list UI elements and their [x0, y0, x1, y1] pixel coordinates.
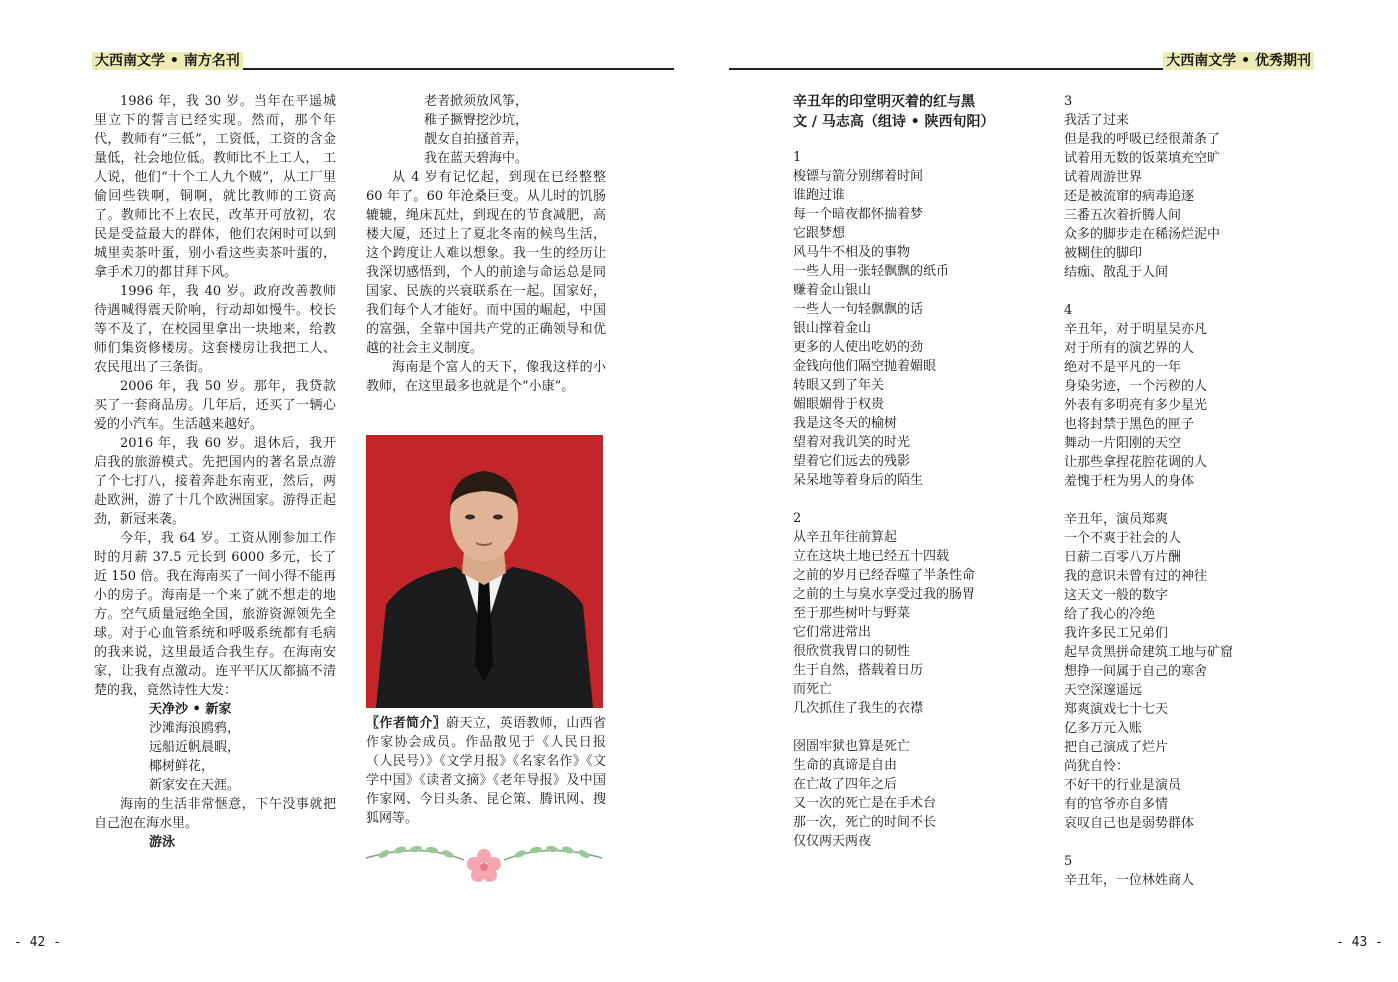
paragraph: 今年，我 64 岁。工资从刚参加工作时的月薪 37.5 元长到 6000 多元，长了近 150 倍。我在海南买了一间小得不能再小的房子。海南是一个来了就不想走的地方。空气质量冠绝全国，旅游资源领先全球。对于心血管系统和呼吸系统都有毛病的我来说，这里最适合我生存。在海南安家，让我有点激动。连平平仄仄都搞不清楚的我，竟然诗性大发：	[94, 531, 336, 698]
poem-line: 一些人一句轻飘飘的话	[793, 302, 924, 317]
bio-text: 蔚天立，英语教师，山西省作家协会成员。作品散见于《人民日报（人民号）》《文学月报》《名家名作》《文学中国》《读者文摘》《老年导报》及中国作家网、今日头条、昆仑策、腾讯网、搜狐网等。	[366, 716, 606, 826]
poem-line: 身染劣迹，一个污秽的人	[1064, 379, 1208, 394]
poem-title: 辛丑年的印堂明灭着的红与黑	[793, 94, 975, 110]
poem-section-1	[793, 148, 1053, 851]
poem-line: 把自己演成了烂片	[1064, 740, 1169, 755]
poem-line: 我活了过来	[1064, 113, 1130, 128]
poem-line: 转眼又到了年关	[793, 378, 885, 393]
poem-line: 立在这块土地已经五十四载	[793, 549, 950, 564]
left-header-label: 大西南文学 • 南方名刊	[92, 52, 243, 70]
poem-line: 辛丑年，一位林姓商人	[1064, 873, 1195, 888]
poem-line: 每一个暗夜都怀揣着梦	[793, 207, 924, 222]
poem-line: 被糊住的脚印	[1064, 246, 1143, 261]
right-header-rule	[729, 52, 1314, 70]
poem-line: 囹圄牢狱也算是死亡	[793, 739, 911, 754]
poem-line: 这天文一般的数字	[1064, 588, 1169, 603]
stanza-gap	[1064, 833, 1334, 852]
poem-line: 不好干的行业是演员	[1064, 778, 1182, 793]
section-number: 2	[793, 511, 802, 526]
poem-line: 稚子撅臀挖沙坑，	[424, 113, 529, 128]
page-gutter	[690, 0, 699, 982]
author-portrait-image	[366, 435, 603, 708]
paragraph: 2016 年，我 60 岁。退休后，我开启我的旅游模式。先把国内的著名景点游了个七打八，接着奔赴东南亚，然后，两赴欧洲，游了十几个欧洲国家。游得正起劲，新冠来袭。	[94, 436, 336, 527]
poem-line: 想挣一间属于自己的寒舍	[1064, 664, 1208, 679]
right-page	[699, 0, 1398, 982]
right-column-2	[1064, 92, 1334, 890]
poem-line: 至于那些树叶与野菜	[793, 606, 911, 621]
poem-title: 游泳	[149, 835, 176, 850]
stanza-gap	[793, 718, 1053, 737]
poem-line: 尚犹自怜：	[1064, 759, 1130, 774]
poem-line: 外表有多明亮有多少星光	[1064, 398, 1208, 413]
poem-line: 郑爽演戏七十七天	[1064, 702, 1169, 717]
floral-ornament	[360, 834, 608, 888]
poem-line: 之前的岁月已经吞噬了半条性命	[793, 568, 976, 583]
section-number: 3	[1064, 94, 1073, 109]
poem-line: 远船近帆晨暇，	[149, 740, 241, 755]
poem-line: 生命的真谛是自由	[793, 758, 898, 773]
poem-line: 舞动一片阳刚的天空	[1064, 436, 1182, 451]
author-bio	[366, 714, 606, 828]
poem-line: 让那些拿捏花腔花调的人	[1064, 455, 1208, 470]
poem-line: 之前的土与臭水享受过我的肠胃	[793, 587, 976, 602]
poem-title: 天净沙 • 新家	[149, 702, 232, 717]
poem-line: 结痂、散乱于人间	[1064, 265, 1169, 280]
poem-line: 一个不爽于社会的人	[1064, 531, 1182, 546]
poem-line: 羞愧于枉为男人的身体	[1064, 474, 1195, 489]
poem-byline: 文 / 马志高（组诗 • 陕西旬阳）	[793, 114, 995, 130]
paragraph: 海南的生活非常惬意，下午没事就把自己泡在海水里。	[94, 797, 336, 831]
stanza-gap	[1064, 282, 1334, 301]
poem-line: 日薪二百零八万片酬	[1064, 550, 1182, 565]
poem-line: 一些人用一张轻飘飘的纸币	[793, 264, 950, 279]
poem-line: 望着它们远去的残影	[793, 454, 911, 469]
poem-line: 在亡故了四年之后	[793, 777, 898, 792]
bio-label: 〖作者简介〗	[366, 716, 447, 731]
poem-line: 我许多民工兄弟们	[1064, 626, 1169, 641]
left-column-2	[366, 92, 606, 396]
poem-line: 哀叹自己也是弱势群体	[1064, 816, 1195, 831]
poem-line: 也将封禁于黑色的匣子	[1064, 417, 1195, 432]
poem-line: 我是这冬天的榆树	[793, 416, 898, 431]
left-header-rule	[92, 52, 674, 70]
poem-line: 椰树鲜花，	[149, 759, 215, 774]
poem-line: 对于所有的演艺界的人	[1064, 341, 1195, 356]
poem-line: 辛丑年，对于明星吴亦凡	[1064, 322, 1208, 337]
poem-line: 三番五次着折腾人间	[1064, 208, 1182, 223]
poem-line: 望着对我讥笑的时光	[793, 435, 911, 450]
paragraph: 从 4 岁有记忆起，到现在已经整整 60 年了。60 年沧桑巨变。从儿时的饥肠辘辘，绳床瓦灶，到现在的节食减肥，高楼大厦，还过上了夏北冬南的候鸟生活，这个跨度让人难以想象。我一生的经历让我深切感悟到，个人的前途与命运总是同国家、民族的兴衰联系在一起。国家好，我们每个人才能好。而中国的崛起，中国的富强，全靠中国共产党的正确领导和优越的社会主义制度。	[366, 170, 606, 356]
poem-line: 而死亡	[793, 682, 833, 697]
poem-line: 生于自然，搭载着日历	[793, 663, 924, 678]
poem-line: 起早贪黑拼命建筑工地与矿窟	[1064, 645, 1234, 660]
poem-line: 从辛丑年往前算起	[793, 530, 898, 545]
floral-divider-icon	[360, 834, 608, 888]
page-number: - 42 -	[14, 935, 61, 950]
poem-line: 梭镖与箭分别绑着时间	[793, 169, 924, 184]
poem-line: 风马牛不相及的事物	[793, 245, 911, 260]
poem-line: 它们常进常出	[793, 625, 872, 640]
stanza-gap	[793, 490, 1053, 509]
paragraph: 1986 年，我 30 岁。当年在平遥城里立下的誓言已经实现。然而，那个年代，教师有“三低”，工资低，工资的含金量低，社会地位低。教师比不上工人， 工人说，他们“十个工人九个贼”，从工厂里偷回些铁啊，铜啊，就比教师的工资高了。教师比不上农民，改革开可放初，农民是受益最大的群体，他们农闲时可以到城里卖茶叶蛋，别小看这些卖茶叶蛋的，拿手术刀的都甘拜下风。	[94, 94, 336, 280]
poem-section-3	[1064, 92, 1334, 890]
poem-line: 媚眼媚骨于权贵	[793, 397, 885, 412]
poem-line: 天空深邃遥远	[1064, 683, 1143, 698]
poem-line: 绝对不是平凡的一年	[1064, 360, 1182, 375]
poem-line: 又一次的死亡是在手术台	[793, 796, 937, 811]
poem-line: 试着周游世界	[1064, 170, 1143, 185]
poem-line: 辛丑年，演员郑爽	[1064, 512, 1169, 527]
poem-line: 金钱向他们隔空抛着媚眼	[793, 359, 937, 374]
poem-line: 仅仅两天两夜	[793, 834, 872, 849]
poem-line: 新家安在天涯。	[149, 778, 241, 793]
poem-line: 还是被流窜的病毒追逐	[1064, 189, 1195, 204]
author-photo	[366, 435, 603, 708]
stanza-gap	[1064, 491, 1334, 510]
poem-line: 更多的人使出吃奶的劲	[793, 340, 924, 355]
poem-line: 众多的脚步走在稀汤烂泥中	[1064, 227, 1221, 242]
paragraph: 1996 年，我 40 岁。政府改善教师待遇喊得震天阶响，行动却如慢牛。校长等不及了，在校园里拿出一块地来，给教师们集资修楼房。这套楼房让我把工人、农民甩出了三条街。	[94, 284, 336, 375]
section-number: 1	[793, 150, 802, 165]
section-number: 5	[1064, 854, 1073, 869]
poem-line: 银山撑着金山	[793, 321, 872, 336]
poem-line: 但是我的呼吸已经很萧条了	[1064, 132, 1221, 147]
poem-line: 那一次，死亡的时间不长	[793, 815, 937, 830]
paragraph: 2006 年，我 50 岁。那年，我贷款买了一套商品房。几年后，还买了一辆心爱的小汽车。生活越来越好。	[94, 379, 336, 432]
poem-line: 谁跑过谁	[793, 188, 846, 203]
poem-line: 几次抓住了我生的衣襟	[793, 701, 924, 716]
poem-line: 靓女自拍搔首弄，	[424, 132, 529, 147]
poem-line: 给了我心的冷绝	[1064, 607, 1156, 622]
right-header-label: 大西南文学 • 优秀期刊	[1163, 52, 1314, 70]
poem-line: 沙滩海浪鸥鸦，	[149, 721, 241, 736]
poem-line: 老者掀须放风筝，	[424, 94, 529, 109]
page-number: - 43 -	[1336, 935, 1383, 950]
poem-line: 有的官爷亦自多情	[1064, 797, 1169, 812]
poem-line: 试着用无数的饭菜填充空旷	[1064, 151, 1221, 166]
poem-line: 亿多万元入账	[1064, 721, 1143, 736]
left-page	[0, 0, 690, 982]
poem-line: 很欣赏我胃口的韧性	[793, 644, 911, 659]
paragraph: 海南是个富人的天下，像我这样的小教师，在这里最多也就是个“小康”。	[366, 360, 606, 394]
left-column-1	[94, 92, 336, 852]
poem-line: 我在蓝天碧海中。	[424, 151, 529, 166]
section-number: 4	[1064, 303, 1073, 318]
poem-line: 赚着金山银山	[793, 283, 872, 298]
poem-line: 它跟梦想	[793, 226, 846, 241]
poem-line: 呆呆地等着身后的陌生	[793, 473, 924, 488]
right-column-1	[793, 92, 1053, 851]
poem-line: 我的意识未曾有过的神往	[1064, 569, 1208, 584]
